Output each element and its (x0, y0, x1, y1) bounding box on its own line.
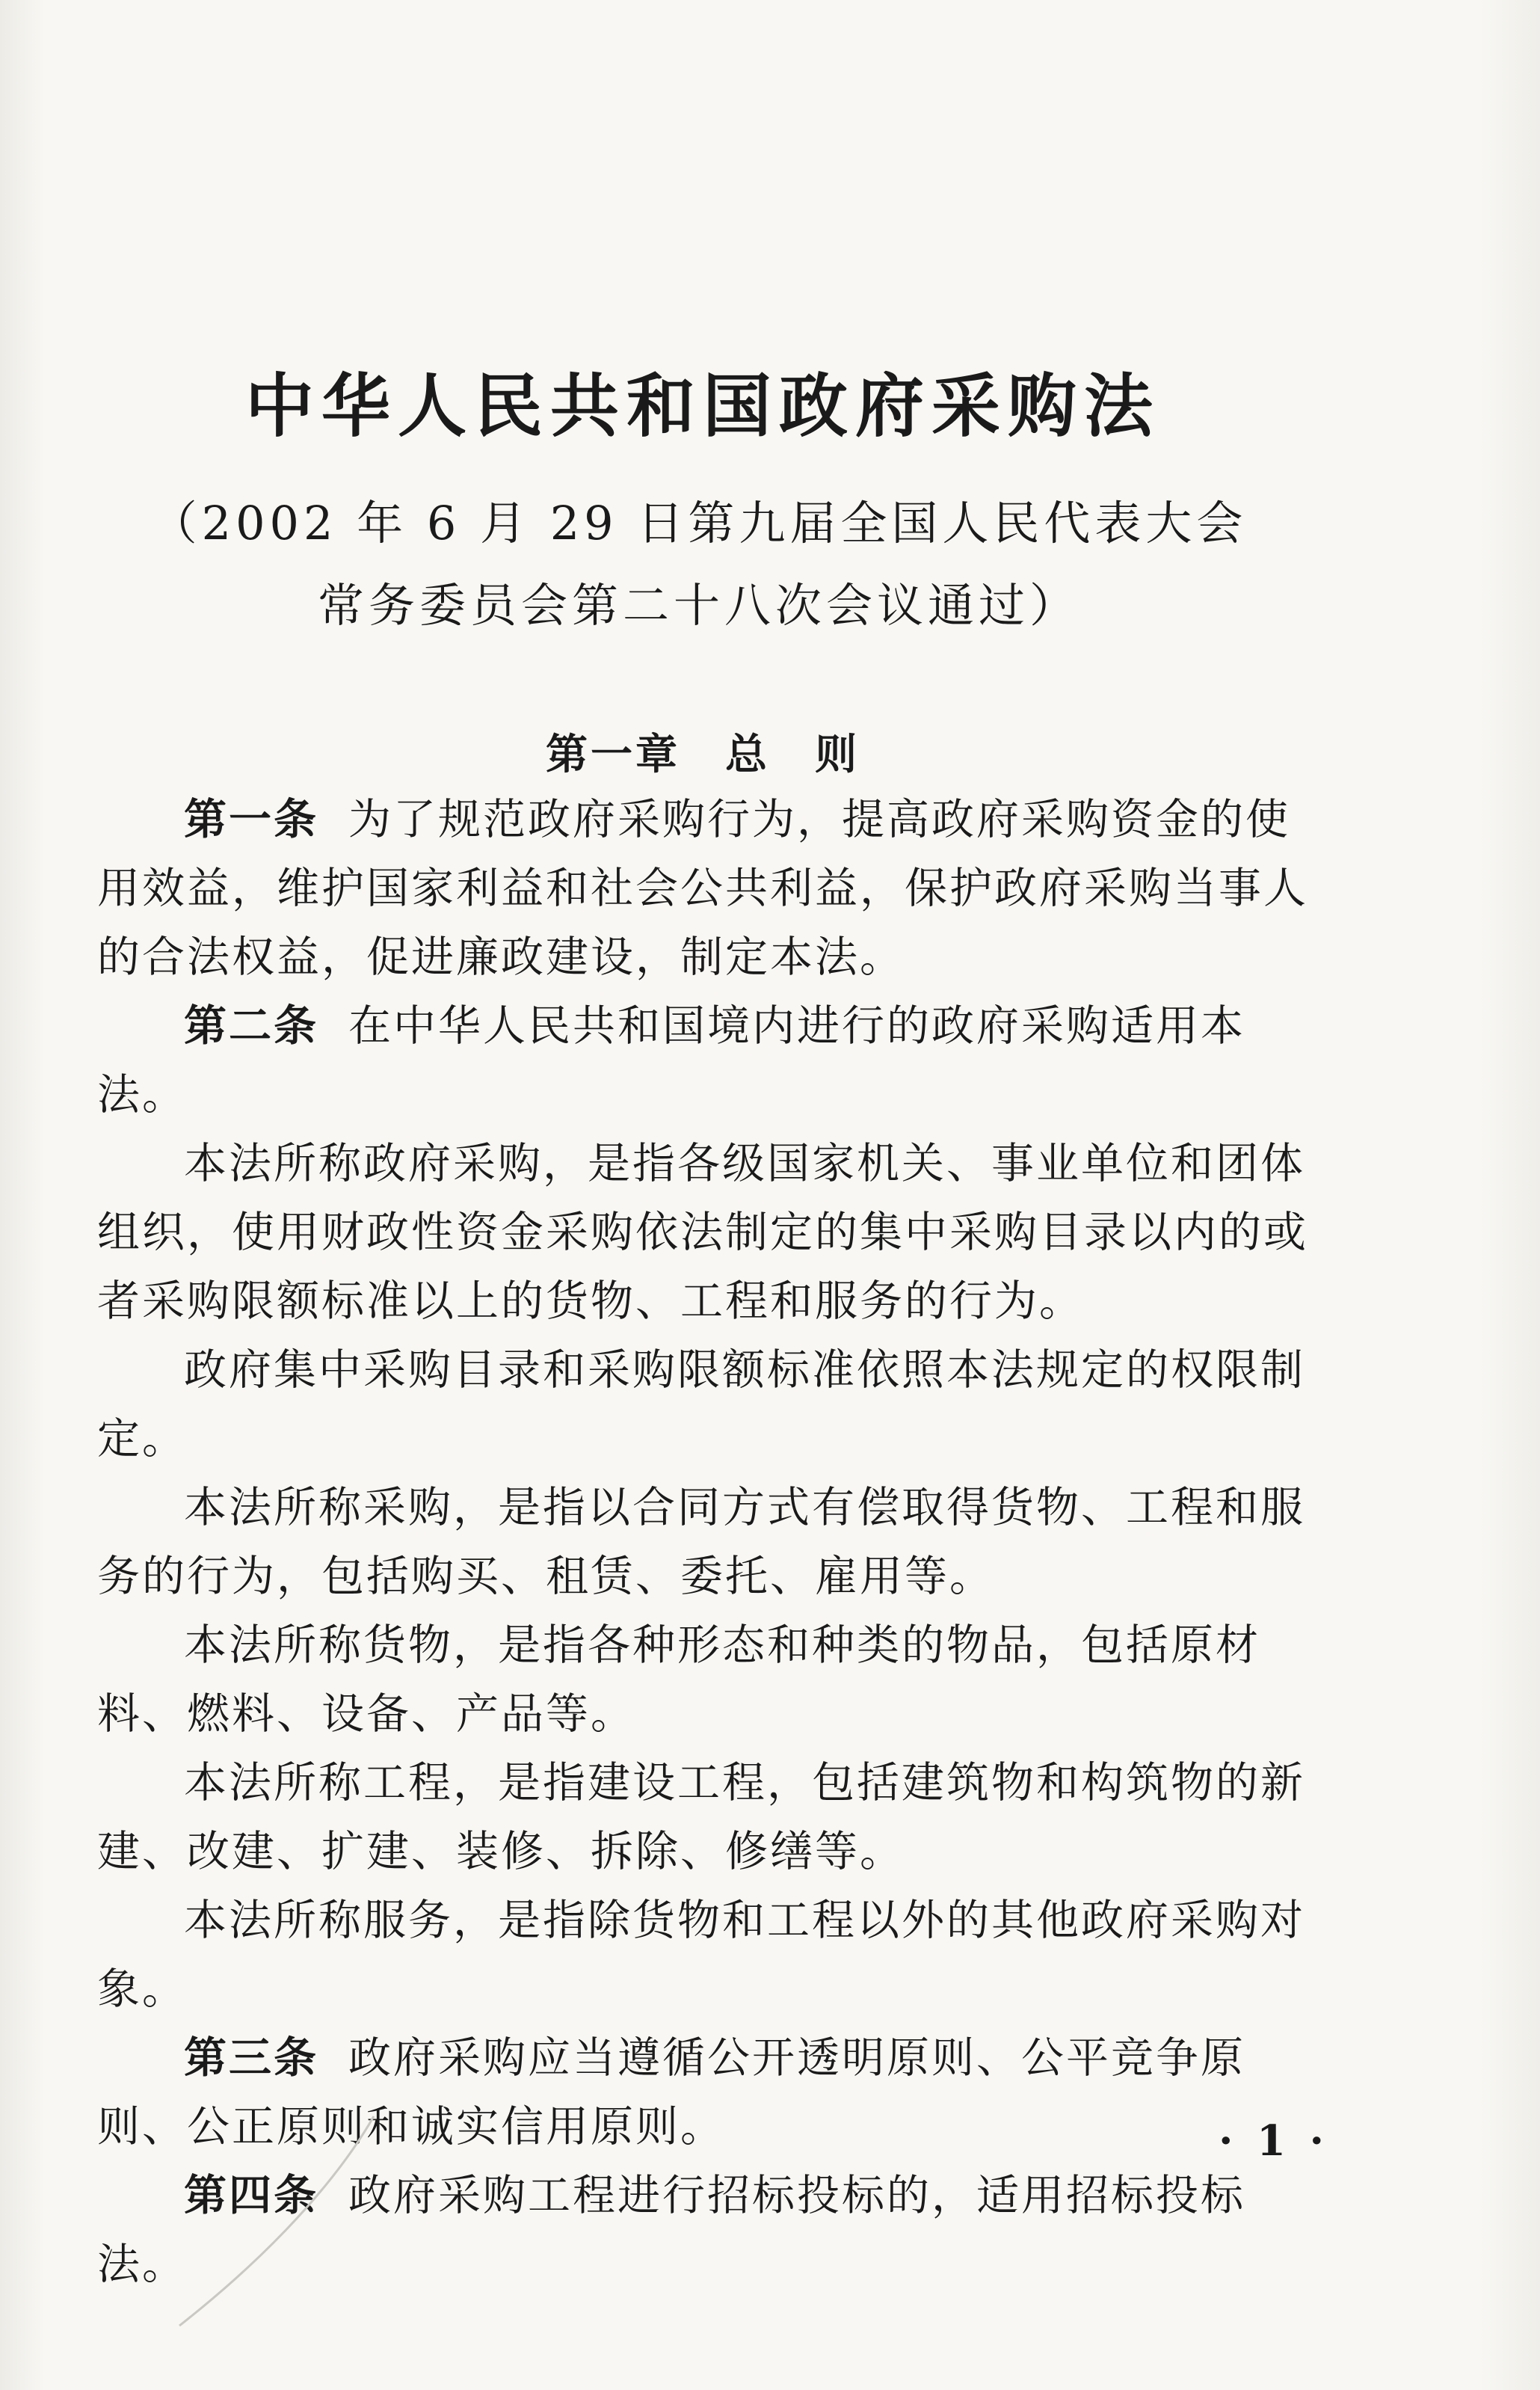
paragraph (97, 1336, 1308, 1473)
law-body (97, 785, 1308, 2299)
chapter-heading: 第一章 总 则 (546, 731, 860, 779)
paragraph (97, 1886, 1308, 2024)
article-text: 本法所称采购，是指以合同方式有偿取得货物、工程和服务的行为，包括购买、租赁、委托、雇用等。 (97, 1483, 1305, 1601)
paragraph (97, 992, 1308, 1129)
adoption-note-line-1: （2002 年 6 月 29 日第九届全国人民代表大会 (150, 496, 1248, 550)
article-text: 本法所称政府采购，是指各级国家机关、事业单位和团体组织，使用财政性资金采购依法制定的集中采购目录以内的或者采购限额标准以上的货物、工程和服务的行为。 (97, 1139, 1308, 1326)
article-number: 第二条 (184, 1001, 318, 1051)
article-number: 第三条 (184, 2033, 318, 2083)
page-crease-mark (150, 2109, 389, 2333)
paragraph (97, 785, 1308, 992)
paragraph (97, 1748, 1308, 1886)
page-number: · 1 · (1219, 2116, 1328, 2166)
paragraph (97, 1129, 1308, 1336)
article-number: 第一条 (184, 795, 318, 844)
adoption-note-line-2: 常务委员会第二十八次会议通过） (317, 578, 1080, 633)
article-number: 第四条 (184, 2171, 318, 2220)
article-text: 在中华人民共和国境内进行的政府采购适用本法。 (97, 1001, 1245, 1119)
article-text: 政府集中采购目录和采购限额标准依照本法规定的权限制定。 (97, 1345, 1305, 1463)
article-text: 本法所称服务，是指除货物和工程以外的其他政府采购对象。 (97, 1896, 1305, 2014)
article-text: 政府采购工程进行招标投标的，适用招标投标法。 (97, 2171, 1245, 2289)
article-text: 本法所称工程，是指建设工程，包括建筑物和构筑物的新建、改建、扩建、装修、拆除、修缮等。 (97, 1758, 1305, 1876)
article-text: 为了规范政府采购行为，提高政府采购资金的使用效益，维护国家利益和社会公共利益，保护政府采购当事人的合法权益，促进廉政建设，制定本法。 (97, 795, 1308, 982)
article-text: 政府采购应当遵循公开透明原则、公平竞争原则、公正原则和诚实信用原则。 (97, 2033, 1245, 2151)
paragraph (97, 1473, 1308, 1611)
paragraph (97, 1611, 1308, 1748)
law-title: 中华人民共和国政府采购法 (244, 366, 1160, 446)
article-text: 本法所称货物，是指各种形态和种类的物品，包括原材料、燃料、设备、产品等。 (97, 1621, 1260, 1739)
